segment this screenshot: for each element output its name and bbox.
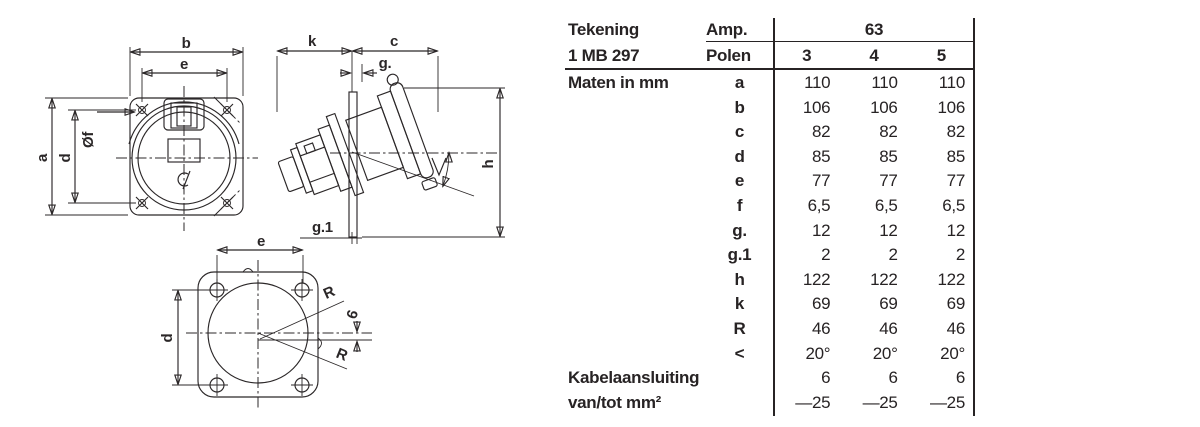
table-row — [565, 145, 975, 170]
side-view — [269, 33, 505, 244]
row-value-4p: 85 — [879, 146, 898, 166]
row-value-5p: 77 — [946, 171, 965, 191]
polen-header-label: Polen — [706, 46, 751, 65]
row-value-4p: 6 — [888, 368, 898, 388]
row-value-3p: 122 — [802, 269, 831, 289]
table-title-line2: 1 MB 297 — [568, 46, 640, 65]
row-value-4p: 122 — [870, 269, 898, 289]
row-value-3p: 82 — [811, 122, 831, 142]
row-value-5p: 46 — [946, 318, 965, 338]
row-value-5p: 69 — [946, 294, 965, 314]
table-row — [565, 169, 975, 194]
pole-count-3: 3 — [802, 46, 812, 65]
table-row — [565, 366, 975, 391]
row-label — [565, 292, 706, 317]
row-value-5p: 6 — [955, 368, 965, 388]
row-value-5p: 85 — [946, 146, 965, 166]
row-value-4p: 110 — [871, 73, 898, 92]
table-divider-line — [773, 18, 775, 416]
row-key — [706, 391, 773, 416]
row-label — [565, 120, 706, 145]
dim-label-e: e — [179, 56, 189, 73]
table-row — [565, 194, 975, 219]
dim-label-r-upper: R — [320, 282, 338, 303]
table-header-row-1 — [565, 18, 975, 42]
row-value-5p: 12 — [946, 220, 965, 240]
row-key: h — [734, 269, 745, 289]
row-key: e — [734, 171, 745, 191]
table-title-line1: Tekening — [568, 20, 639, 39]
header-heavy-rule — [565, 68, 975, 70]
row-value-5p: 82 — [946, 122, 965, 142]
row-value-4p: 2 — [888, 245, 898, 265]
row-value-5p: 110 — [938, 73, 965, 92]
pole-count-4: 4 — [869, 46, 879, 65]
row-value-3p: 6,5 — [807, 195, 831, 215]
dim-label-r-lower: R — [333, 344, 350, 365]
row-value-5p: 6,5 — [942, 195, 965, 215]
row-label — [565, 268, 706, 293]
table-row — [565, 219, 975, 244]
row-value-3p: 110 — [804, 73, 831, 92]
row-label — [565, 145, 706, 170]
row-key: g.1 — [727, 245, 752, 265]
row-value-5p: 2 — [955, 245, 965, 265]
row-value-4p: 82 — [879, 122, 898, 142]
front-view — [34, 35, 258, 231]
row-value-4p: 77 — [879, 171, 898, 191]
table-row — [565, 243, 975, 268]
row-value-3p: 20° — [805, 343, 831, 363]
dim-label-b: b — [181, 35, 191, 52]
row-key: f — [736, 195, 743, 215]
dim-label-k: k — [307, 33, 317, 50]
row-value-3p: 2 — [821, 245, 831, 265]
cutout-view — [159, 233, 372, 408]
row-key: c — [734, 122, 745, 142]
amp-row-rule — [706, 41, 975, 43]
row-value-3p: 77 — [811, 171, 831, 191]
row-key: k — [734, 294, 745, 314]
row-value-3p: 106 — [802, 97, 831, 117]
dim-label-e2: e — [256, 233, 266, 250]
row-key: < — [734, 343, 745, 363]
row-label: Maten in mm — [568, 73, 669, 92]
row-value-3p: 85 — [811, 146, 831, 166]
row-key: d — [734, 146, 745, 166]
row-label — [565, 194, 706, 219]
row-value-4p: 6,5 — [874, 195, 898, 215]
row-label — [565, 219, 706, 244]
amp-value: 63 — [864, 20, 884, 39]
row-value-5p: 122 — [937, 269, 965, 289]
table-right-border — [973, 18, 975, 416]
table-row — [565, 391, 975, 416]
table-row — [565, 96, 975, 121]
technical-drawing — [0, 0, 560, 427]
row-key: R — [733, 318, 746, 338]
table-row — [565, 71, 975, 96]
table-row — [565, 317, 975, 342]
amp-header-label: Amp. — [706, 20, 748, 39]
row-value-5p: 106 — [937, 97, 965, 117]
row-value-4p: 20° — [872, 343, 898, 363]
row-value-3p: 69 — [811, 294, 831, 314]
dim-label-a: a — [34, 153, 51, 163]
table-row — [565, 342, 975, 367]
table-body — [565, 71, 975, 415]
row-label — [565, 169, 706, 194]
dimension-table — [565, 18, 975, 416]
row-key — [706, 366, 773, 391]
table-row — [565, 120, 975, 145]
angle-symbol-icon — [432, 158, 446, 175]
dim-label-d2: d — [159, 333, 176, 343]
row-key: b — [734, 97, 745, 117]
row-label — [565, 96, 706, 121]
dim-label-offset: 6 — [343, 308, 363, 322]
table-row — [565, 268, 975, 293]
row-label: van/tot mm² — [568, 392, 662, 412]
row-value-5p: 20° — [940, 343, 965, 363]
row-key: a — [734, 73, 745, 92]
row-value-4p: 106 — [870, 97, 898, 117]
pole-count-5: 5 — [936, 46, 946, 65]
table-row — [565, 292, 975, 317]
row-value-4p: 46 — [879, 318, 898, 338]
dim-label-g1: g.1 — [312, 219, 333, 236]
dim-label-h: h — [480, 159, 497, 169]
cutout-hole-icon — [206, 279, 313, 396]
dim-label-f: Øf — [80, 131, 97, 149]
table-header-row-2 — [565, 42, 975, 71]
row-value-5p: —25 — [929, 392, 965, 412]
row-label — [565, 243, 706, 268]
dim-label-g: g. — [378, 55, 392, 72]
dim-label-d: d — [57, 153, 74, 163]
row-key: g. — [732, 220, 747, 240]
row-label — [565, 317, 706, 342]
row-label: Kabelaansluiting — [568, 368, 700, 388]
row-value-4p: 69 — [879, 294, 898, 314]
dim-label-c: c — [389, 33, 399, 50]
row-label — [565, 342, 706, 367]
row-value-3p: 12 — [811, 220, 831, 240]
row-value-4p: 12 — [879, 220, 898, 240]
row-value-3p: —25 — [795, 392, 831, 412]
row-value-3p: 6 — [821, 368, 831, 388]
row-value-4p: —25 — [862, 392, 898, 412]
row-value-3p: 46 — [811, 318, 831, 338]
